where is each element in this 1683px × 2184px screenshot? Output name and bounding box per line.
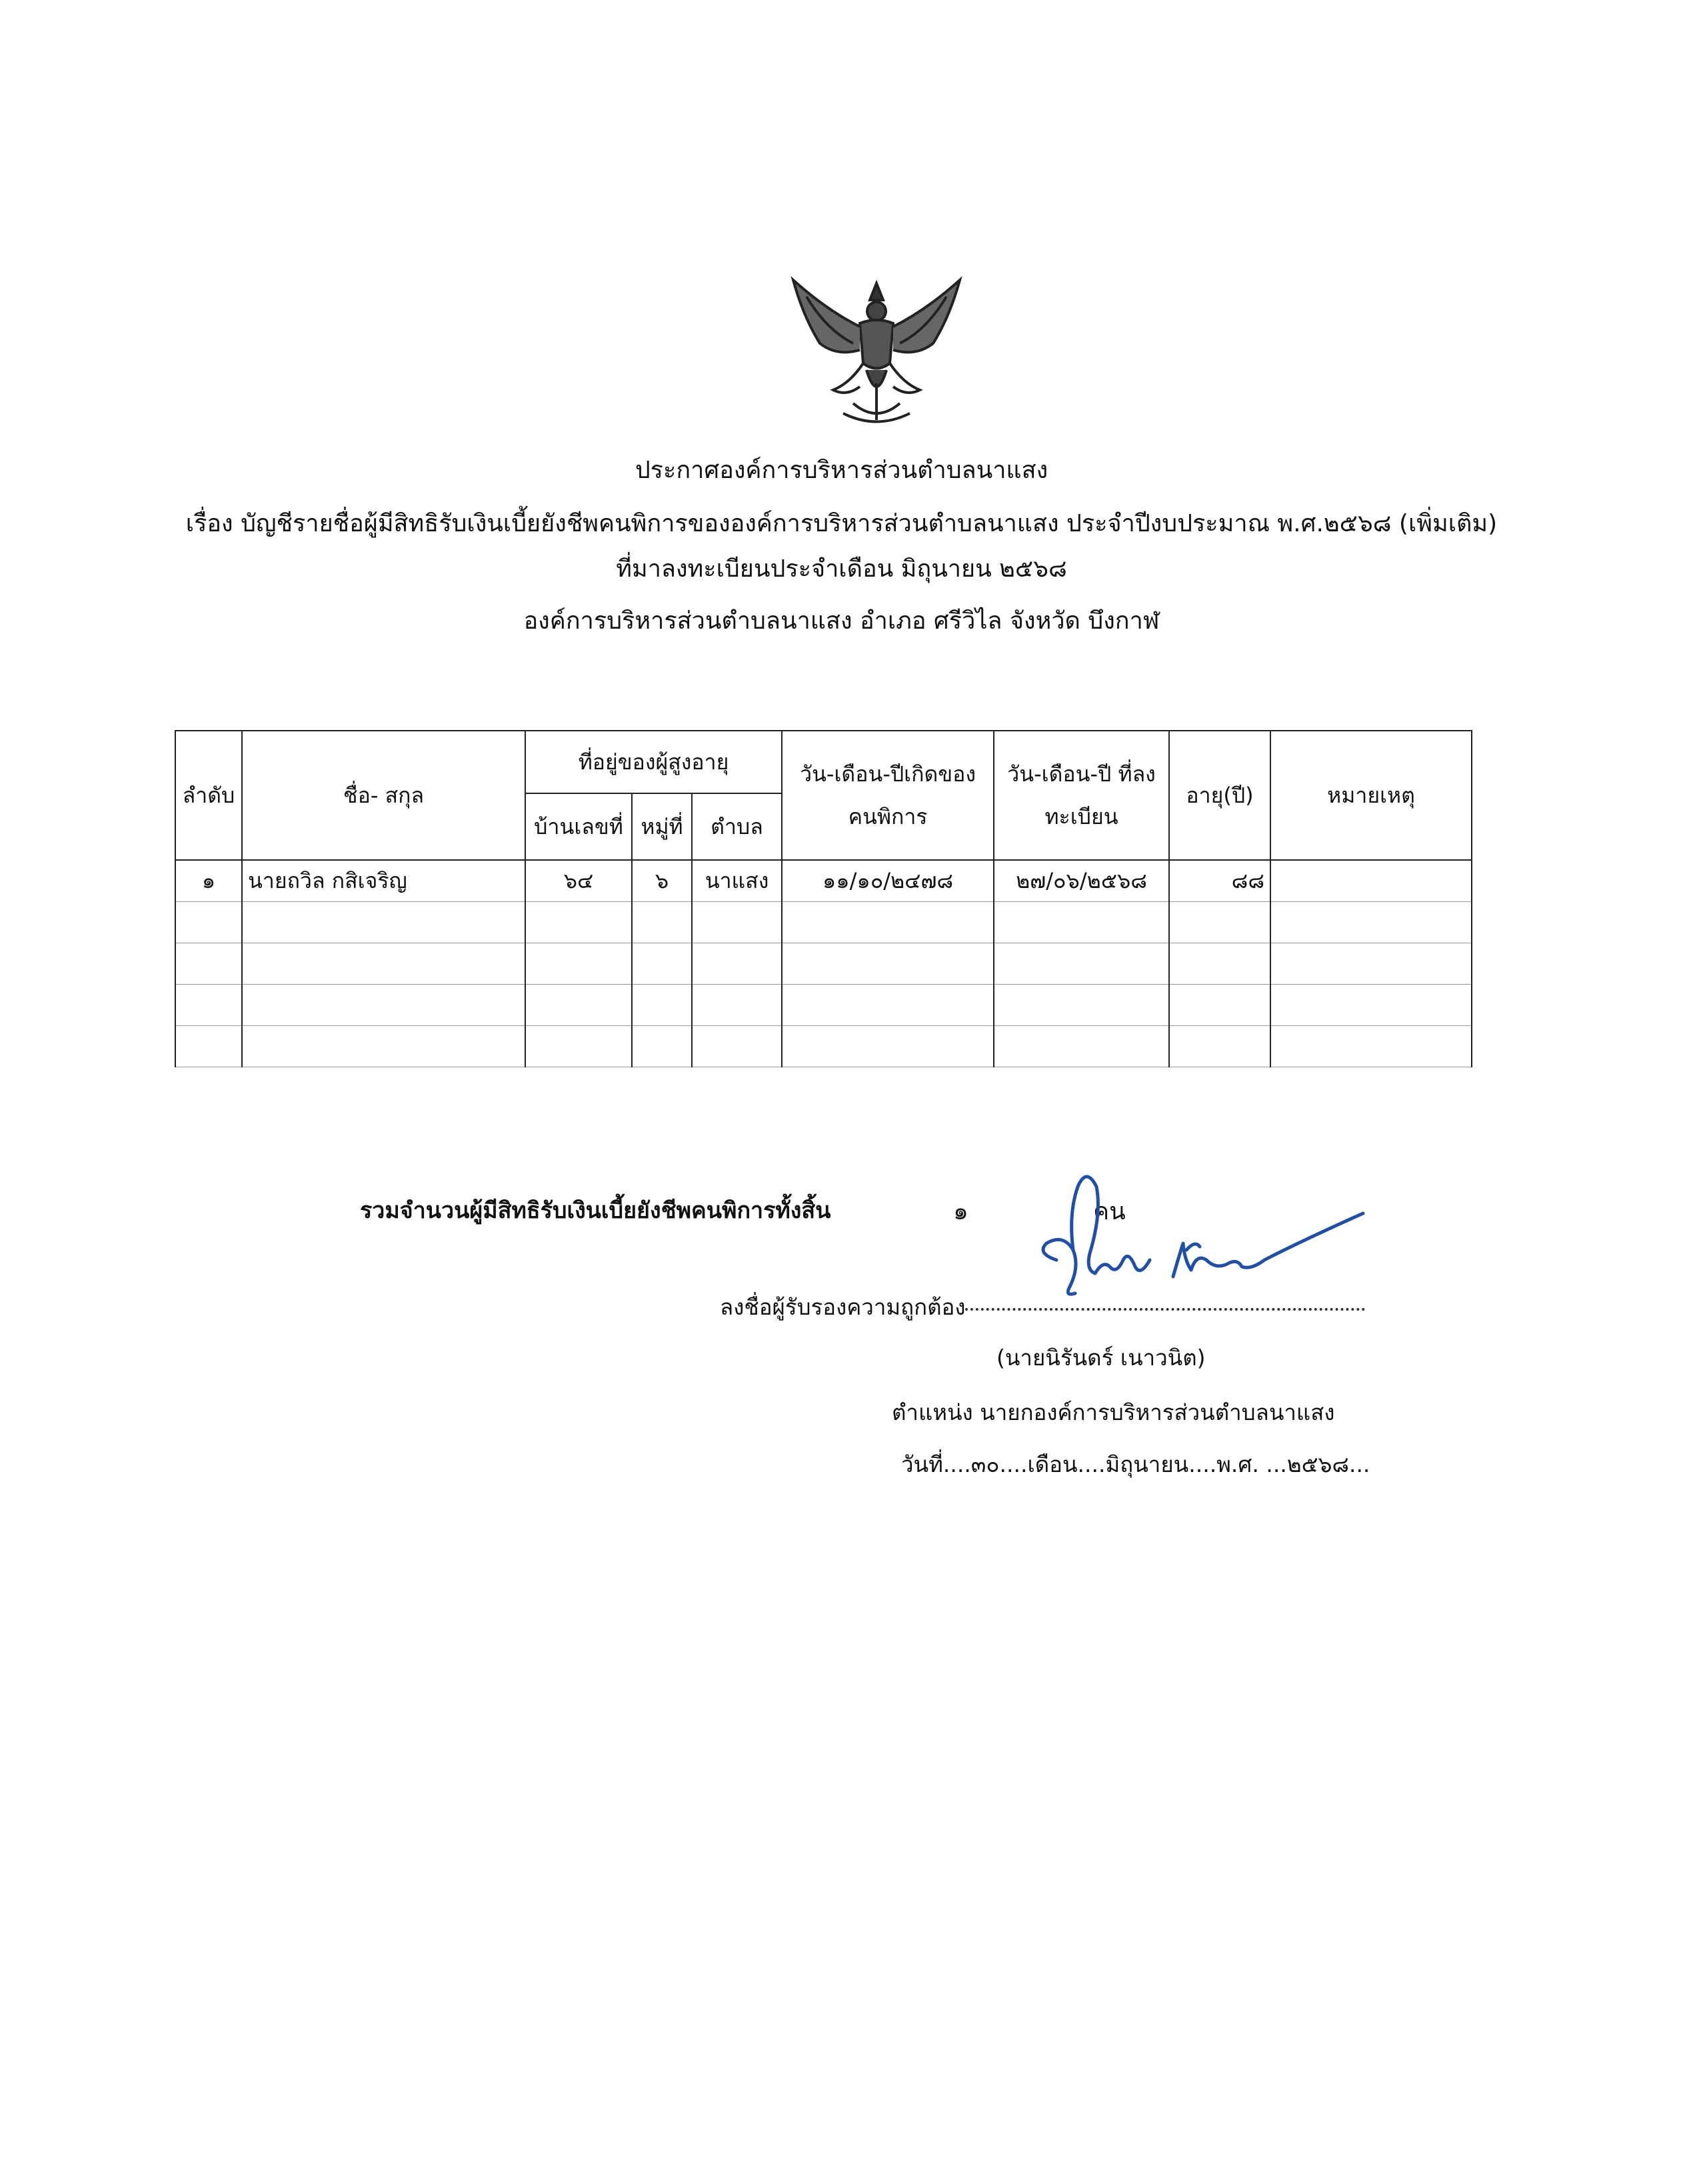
col-house-no-header: บ้านเลขที่: [525, 793, 632, 860]
table-row: [175, 860, 1472, 902]
table-row-empty: [175, 985, 1472, 1026]
col-register-date-header: วัน-เดือน-ปี ที่ลงทะเบียน: [994, 731, 1169, 860]
total-count: ๑: [953, 1198, 968, 1225]
signer-name: (นายนิรันดร์ เนาวนิต): [996, 1345, 1206, 1371]
signed-date: วันที่....๓๐....เดือน....มิถุนายน....พ.ศ. ...๒๕๖๘...: [901, 1451, 1370, 1477]
cell-house-no: ๖๔: [525, 860, 632, 902]
col-birth-date-header: วัน-เดือน-ปีเกิดของคนพิการ: [782, 731, 994, 860]
announcement-title: ประกาศองค์การบริหารส่วนตำบลนาแสง: [635, 457, 1048, 484]
col-name-header: ชื่อ- สกุล: [242, 731, 525, 860]
cell-name: นายถวิล กสิเจริญ: [242, 860, 525, 902]
signer-position: ตำแหน่ง นายกองค์การบริหารส่วนตำบลนาแสง: [892, 1399, 1335, 1425]
table-row-empty: [175, 943, 1472, 985]
garuda-emblem-icon: [780, 270, 973, 433]
col-tambon-header: ตำบล: [692, 793, 782, 860]
organization-location: องค์การบริหารส่วนตำบลนาแสง อำเภอ ศรีวิไล จังหวัด บึงกาฬ: [523, 607, 1160, 635]
cell-birth-date: ๑๑/๑๐/๒๔๗๘: [782, 860, 994, 902]
announcement-subject: เรื่อง บัญชีรายชื่อผู้มีสิทธิรับเงินเบี้ยยังชีพคนพิการขององค์การบริหารส่วนตำบลนาแสง ประจำปีงบประมาณ พ.ศ.๒๕๖๘ (เพิ่มเติม): [185, 510, 1498, 537]
col-moo-header: หมู่ที่: [632, 793, 692, 860]
table-row-empty: [175, 1026, 1472, 1067]
cell-tambon: นาแสง: [692, 860, 782, 902]
cell-no: ๑: [175, 860, 242, 902]
cell-moo: ๖: [632, 860, 692, 902]
col-address-group-header: ที่อยู่ของผู้สูงอายุ: [525, 731, 782, 793]
cell-register-date: ๒๗/๐๖/๒๕๖๘: [994, 860, 1169, 902]
col-remark-header: หมายเหตุ: [1270, 731, 1472, 860]
total-unit: คน: [1093, 1198, 1126, 1225]
registration-month: ที่มาลงทะเบียนประจำเดือน มิถุนายน ๒๕๖๘: [616, 555, 1067, 583]
certifier-label: ลงชื่อผู้รับรองความถูกต้อง: [720, 1294, 966, 1320]
handwritten-signature: [1016, 1160, 1390, 1313]
col-age-header: อายุ(ปี): [1169, 731, 1270, 860]
table-row-empty: [175, 902, 1472, 943]
cell-remark: [1270, 860, 1472, 902]
cell-age: ๘๘: [1169, 860, 1270, 902]
total-label: รวมจำนวนผู้มีสิทธิรับเงินเบี้ยยังชีพคนพิการทั้งสิ้น: [360, 1197, 831, 1224]
beneficiary-table: [175, 730, 1472, 1067]
col-no-header: ลำดับ: [175, 731, 242, 860]
